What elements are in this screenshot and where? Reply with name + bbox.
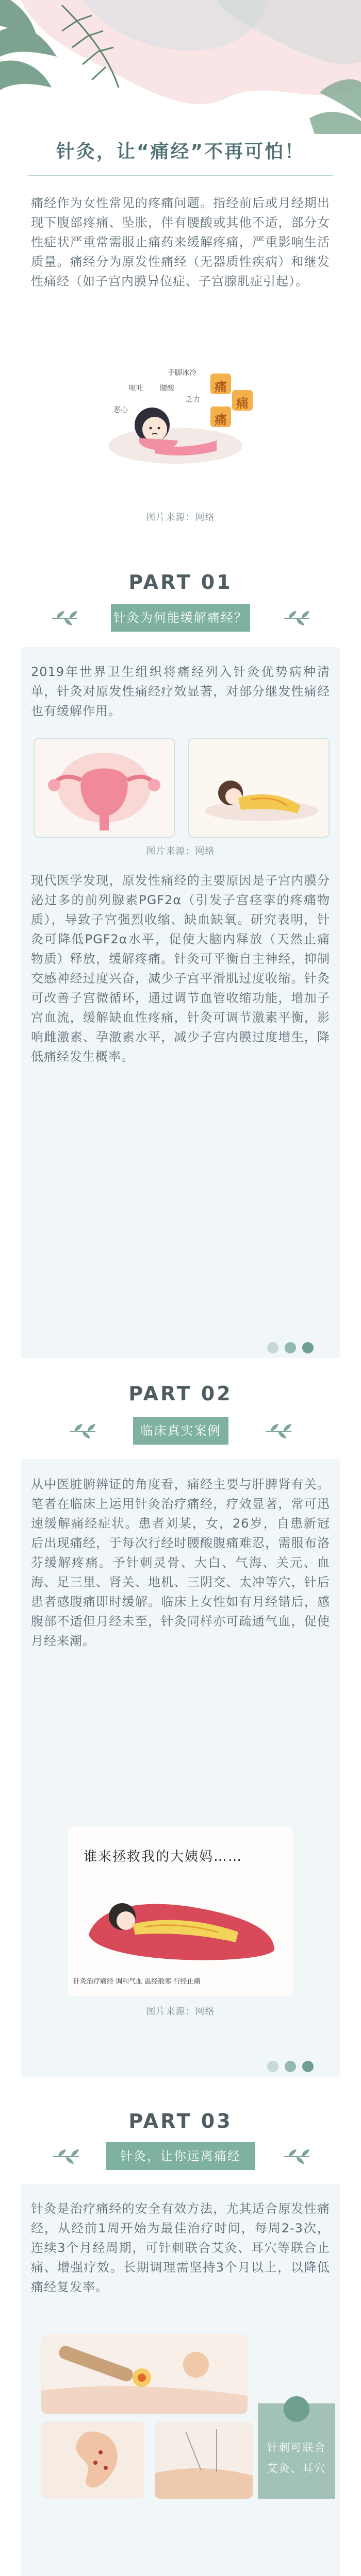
pain-stamp: 痛 — [215, 413, 227, 427]
pagination-dots — [267, 2061, 314, 2072]
symptom-word: 恶心 — [113, 406, 128, 414]
section-heading: PART 02 — [128, 1382, 233, 1405]
cramping-drawing — [189, 739, 329, 837]
dot — [285, 1342, 296, 1353]
tip-line: 艾灸、耳穴 — [267, 2462, 326, 2475]
tip-box-badge — [284, 2396, 309, 2422]
section-subtitle-pill: 针灸为何能缓解痛经？ — [111, 604, 250, 632]
moxibustion-photo — [41, 2334, 248, 2414]
figure-period-symptoms — [77, 343, 284, 492]
leaf-icon — [67, 1421, 98, 1442]
header-banner — [0, 0, 361, 134]
section-subtitle-pill: 针灸，让你远离痛经 — [106, 2142, 255, 2170]
leaf-icon — [49, 608, 80, 629]
pagination-dots — [267, 1342, 314, 1353]
section-heading: PART 03 — [128, 2110, 233, 2132]
symptom-word: 呕吐 — [129, 384, 143, 393]
symptom-word: 乏力 — [186, 396, 200, 404]
uterus-drawing — [35, 739, 174, 837]
part1-body: 现代医学发现，原发性痛经的主要原因是子宫内膜分泌过多的前列腺素PGF2α（引发子宫痉挛的疼痛物质），导致子宫强烈收缩、缺血缺氧。研究表明，针灸可降低PGF2α水平，促使大脑内释放（天然止痛物质）释放，缓解疼痛。针灸可平衡自主神经，抑制交感神经过度兴奋，减少子宫平滑肌过度收缩。针灸可改善子宫微循环，通过调节血管收缩功能，增加子宫血流，缓解缺血性疼痛，针灸可调节激素平衡，影响雌激素、孕激素水平，减少子宫内膜过度增生，降低痛经发生概率。 — [31, 873, 330, 1064]
period-symptoms-illustration — [77, 343, 284, 492]
symptom-word: 手脚冰冷 — [168, 369, 196, 377]
section-heading: PART 01 — [128, 571, 233, 594]
part2-body: 从中医脏腑辨证的角度看，痛经主要与肝脾肾有关。笔者在临床上运用针灸治疗痛经，疗效显著，常可迅速缓解痛经症状。患者刘某，女，26岁，自患新冠后出现痛经，于每次行经时腰酸腹痛难忍，需服布洛芬缓解疼痛。予针刺灵骨、大白、气海、关元、血海、足三里、肾关、地机、三阴交、太冲等穴，针后患者感腹痛即时缓解。临床上女性如有月经错后，感腹部不适但月经未至，针灸同样亦可疏通气血，促使月经来潮。 — [31, 1477, 330, 1648]
pain-stamp: 痛 — [215, 380, 227, 394]
dot — [302, 1342, 314, 1353]
illustration-footer: 针灸治疗痛经 调和气血 温经散寒 行经止痛 — [73, 1978, 201, 1986]
tip-line: 针刺可联合 — [267, 2442, 326, 2454]
section-subtitle-pill: 临床真实案例 — [133, 1417, 228, 1445]
figure-caption: 图片来源：网络 — [146, 512, 215, 523]
ear-drawing — [41, 2421, 144, 2499]
leaf-icon — [51, 2146, 81, 2167]
figure-caption: 图片来源：网络 — [146, 2006, 215, 2017]
dot — [267, 1342, 278, 1353]
figure-caption: 图片来源：网络 — [146, 846, 215, 857]
leaf-icon — [281, 608, 312, 629]
ear-acupoint-photo — [41, 2421, 144, 2499]
leaf-icon — [263, 1421, 294, 1442]
period-rescue-illustration — [68, 1826, 293, 1996]
tip-box — [258, 2403, 335, 2499]
page-title: 针灸，让“痛经”不再可怕！ — [56, 141, 305, 162]
moxibustion-drawing — [41, 2334, 248, 2414]
dot — [285, 2061, 296, 2072]
part3-body: 针灸是治疗痛经的安全有效方法，尤其适合原发性痛经，从经前1周开始为最佳治疗时间，每周2-3次，连续3个月经周期，可针刺联合艾灸、耳穴等联合止痛、增强疗效。长期调理需坚持3个月以上，以降低痛经复发率。 — [31, 2201, 330, 2294]
leaf-icon — [281, 2146, 312, 2167]
dot — [302, 2061, 314, 2072]
intro-paragraph: 痛经作为女性常见的疼痛问题。指经前后或月经期出现下腹部疼痛、坠胀，伴有腰酸或其他不适，部分女性症状严重常需服止痛药来缓解疼痛，严重影响生活质量。痛经分为原发性痛经（无器质性疾病）和继发性痛经（如子宫内膜异位症、子宫腺肌症引起）。 — [31, 196, 330, 289]
cramping-girl-illustration — [188, 738, 330, 838]
illustration-headline: 谁来拯救我的大姨妈…… — [84, 1849, 243, 1865]
symptom-word: 腰酸 — [160, 384, 174, 393]
needling-photo — [155, 2421, 253, 2499]
uterus-illustration — [34, 738, 175, 838]
needle-drawing — [155, 2421, 253, 2499]
pain-stamp: 痛 — [236, 396, 249, 411]
dot — [267, 2061, 278, 2072]
title-divider — [28, 175, 333, 176]
header-illustration — [0, 0, 361, 134]
part1-intro: 2019年世界卫生组织将痛经列入针灸优势病种清单，针灸对原发性痛经疗效显著，对部分继发性痛经也有缓解作用。 — [31, 665, 330, 718]
